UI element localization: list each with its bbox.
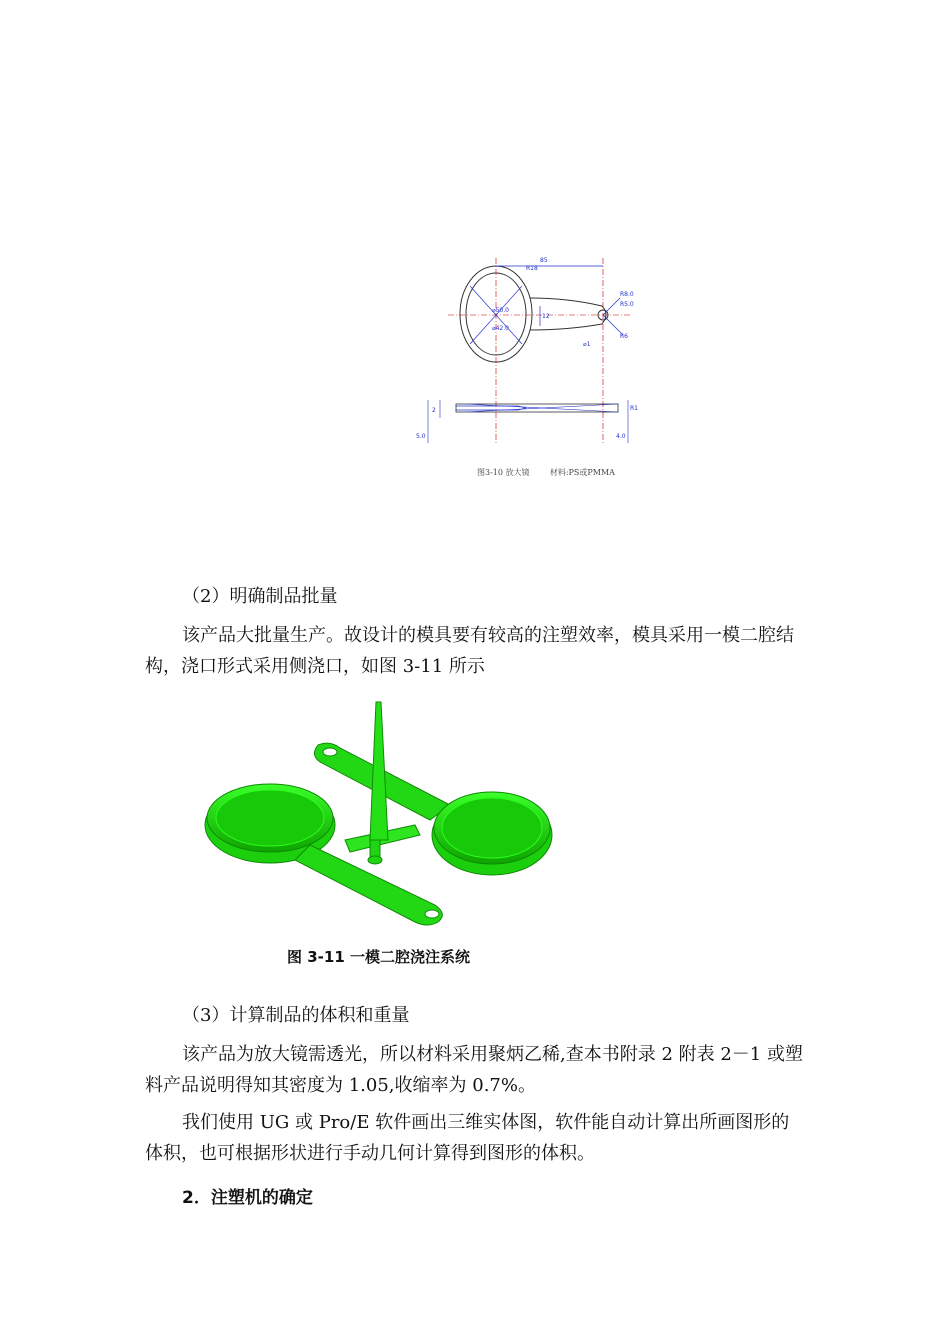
dim-r8: R8.0 (620, 291, 634, 298)
section-3-paragraph-2: 我们使用 UG 或 Pro/E 软件画出三维实体图，软件能自动计算出所画图形的体积，也可根据形状进行手动几何计算得到图形的体积。 (145, 1112, 790, 1164)
dim-2: 2 (432, 407, 436, 414)
section-2-heading (145, 581, 805, 612)
section-injection-machine-heading (145, 1182, 805, 1214)
magnifier-drawing (408, 238, 648, 488)
dim-d1: ⌀1 (583, 341, 591, 348)
dim-r6: R6 (620, 333, 628, 340)
section-injection-machine-text: 2．注塑机的确定 (182, 1188, 313, 1208)
mold-runner-model (200, 700, 570, 935)
section-3-heading (145, 1000, 805, 1031)
dim-12: 12 (542, 313, 550, 320)
dim-r1: R1 (630, 405, 638, 412)
section-2-paragraph: 该产品大批量生产。故设计的模具要有较高的注塑效率，模具采用一模二腔结构，浇口形式采用侧浇口，如图 3-11 所示 (145, 625, 794, 677)
section-3-heading-text: （3）计算制品的体积和重量 (182, 1005, 410, 1026)
drawing-svg (408, 238, 648, 488)
section-3-paragraph-1: 该产品为放大镜需透光，所以材料采用聚炳乙稀,查本书附录 2 附表 2－1 或塑料产品说明得知其密度为 1.05,收缩率为 0.7%。 (145, 1044, 803, 1096)
dim-d42: ⌀42.0 (492, 325, 509, 332)
dim-d50: ⌀50.0 (492, 307, 509, 314)
section-2-heading-text: （2）明确制品批量 (182, 586, 338, 607)
dim-85: 85 (540, 257, 548, 264)
dim-5: 5.0 (416, 433, 426, 440)
dim-r5: R5.0 (620, 301, 634, 308)
model-svg (200, 700, 570, 935)
dim-4: 4.0 (616, 433, 626, 440)
dim-r18: R18 (526, 265, 538, 272)
figure-3-10-caption: 图3-10 放大镜 材料:PS或PMMA (477, 468, 615, 477)
figure-3-11-caption: 图 3-11 一模二腔浇注系统 (287, 948, 470, 966)
